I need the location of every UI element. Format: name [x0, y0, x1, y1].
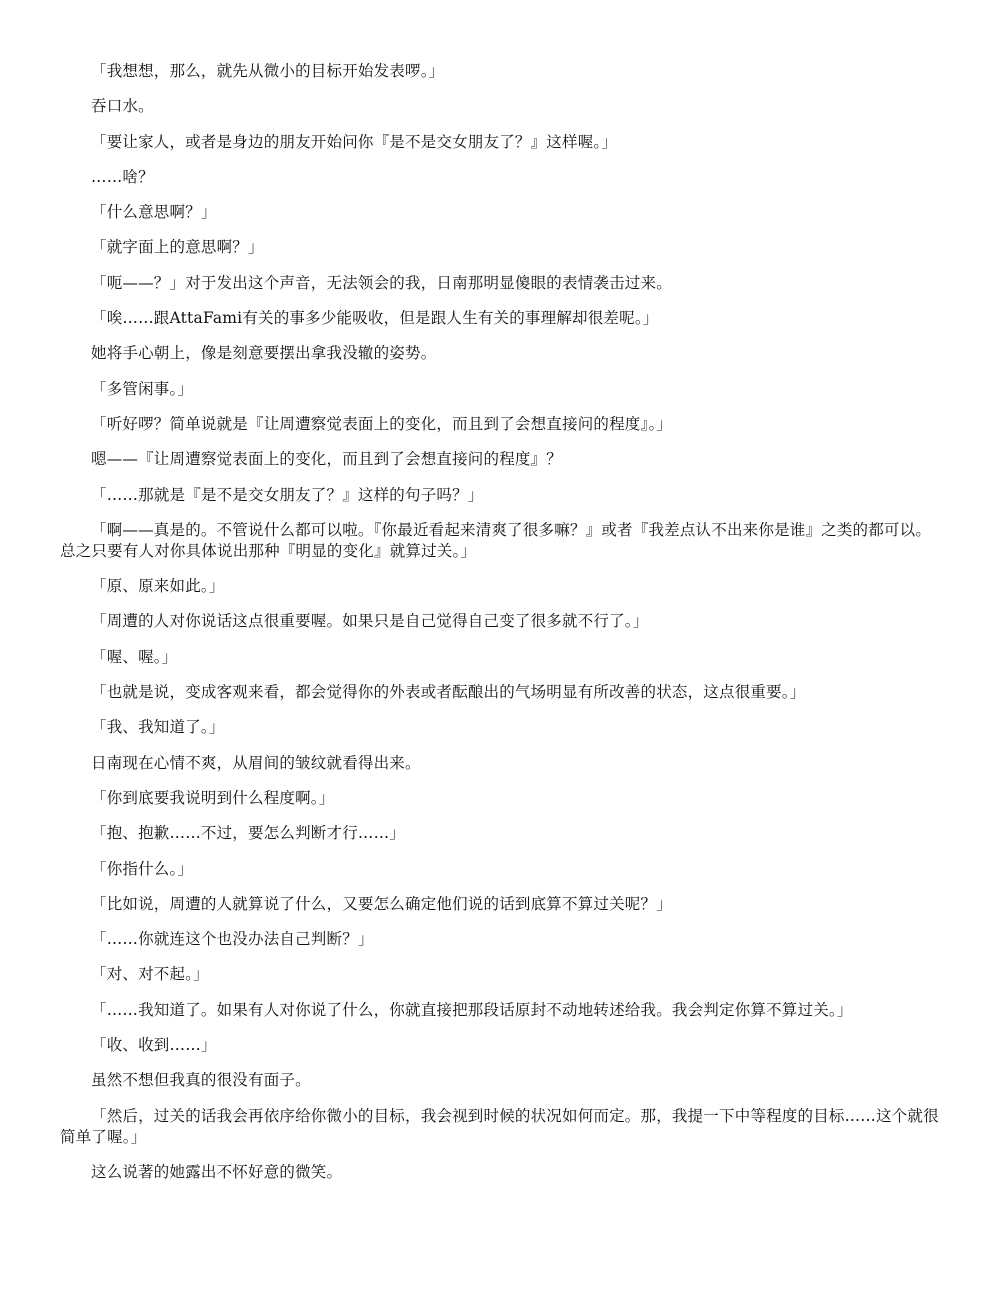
paragraph: 「你指什么。」 [91, 859, 194, 878]
paragraph: 「喔、喔。」 [91, 647, 178, 666]
paragraph: 嗯——『让周遭察觉表面上的变化，而且到了会想直接问的程度』？ [91, 450, 563, 469]
paragraph: 「……你就连这个也没办法自己判断？」 [91, 930, 374, 949]
paragraph: 「什么意思啊？」 [91, 203, 217, 222]
paragraph: 「听好啰？简单说就是『让周遭察觉表面上的变化，而且到了会想直接问的程度』。」 [91, 414, 673, 433]
paragraph: 「呃——？」对于发出这个声音，无法领会的我，日南那明显傻眼的表情袭击过来。 [91, 273, 672, 292]
paragraph: 这么说著的她露出不怀好意的微笑。 [91, 1162, 343, 1181]
paragraph: 「收、收到……」 [91, 1036, 217, 1055]
paragraph: 「……那就是『是不是交女朋友了？』这样的句子吗？」 [91, 485, 484, 504]
paragraph: ……啥？ [91, 167, 154, 186]
paragraph: 「要让家人，或者是身边的朋友开始问你『是不是交女朋友了？』这样喔。」 [91, 132, 618, 151]
document-page [60, 61, 940, 1197]
paragraph: 「你到底要我说明到什么程度啊。」 [91, 788, 335, 807]
paragraph: 「就字面上的意思啊？」 [91, 238, 264, 257]
paragraph: 「啊——真是的。不管说什么都可以啦。『你最近看起来清爽了很多嘛？』或者『我差点认不出来你是谁』之类的都可以。总之只要有人对你具体说出那种『明显的变化』就算过关。」 [60, 520, 932, 560]
paragraph: 「抱、抱歉……不过，要怎么判断才行……」 [91, 824, 406, 843]
paragraph: 「唉……跟AttaFami有关的事多少能吸收，但是跟人生有关的事理解却很差呢。」 [91, 309, 659, 328]
paragraph: 吞口水。 [91, 97, 154, 116]
paragraph: 虽然不想但我真的很没有面子。 [91, 1071, 311, 1090]
paragraph: 日南现在心情不爽，从眉间的皱纹就看得出来。 [91, 753, 421, 772]
paragraph: 「周遭的人对你说话这点很重要喔。如果只是自己觉得自己变了很多就不行了。」 [91, 612, 649, 631]
paragraph: 「……我知道了。如果有人对你说了什么，你就直接把那段话原封不动地转述给我。我会判定你算不算过关。」 [91, 1000, 853, 1019]
paragraph: 「对、对不起。」 [91, 965, 209, 984]
paragraph: 「多管闲事。」 [91, 379, 194, 398]
paragraph: 「然后，过关的话我会再依序给你微小的目标，我会视到时候的状况如何而定。那，我提一下中等程度的目标……这个就很简单了喔。」 [60, 1106, 939, 1146]
paragraph: 「也就是说，变成客观来看，都会觉得你的外表或者酝酿出的气场明显有所改善的状态，这点很重要。」 [91, 683, 806, 702]
paragraph: 「原、原来如此。」 [91, 577, 225, 596]
paragraph: 「比如说，周遭的人就算说了什么，又要怎么确定他们说的话到底算不算过关呢？」 [91, 894, 672, 913]
paragraph: 她将手心朝上，像是刻意要摆出拿我没辙的姿势。 [91, 344, 437, 363]
paragraph: 「我、我知道了。」 [91, 718, 225, 737]
paragraph: 「我想想，那么，就先从微小的目标开始发表啰。」 [91, 62, 445, 80]
